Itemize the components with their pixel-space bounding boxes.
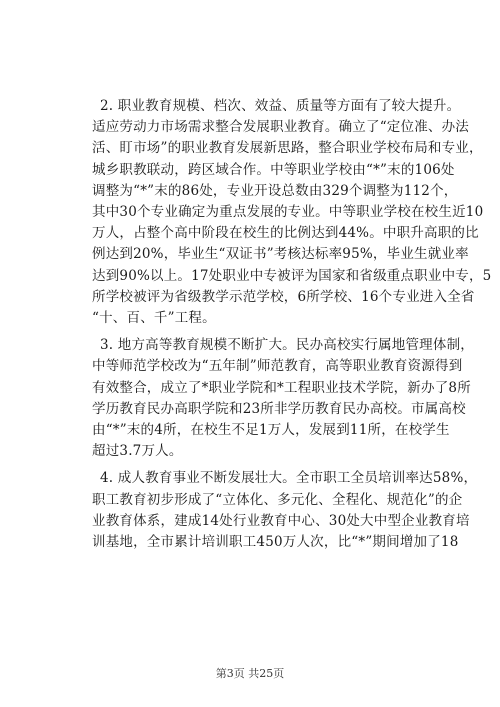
text-line: 学历教育民办高职学院和23所非学历教育民办高校。市属高校: [92, 400, 466, 417]
text-line: 训基地，全市累计培训职工450万人次，比“*”期间增加了18: [92, 534, 459, 551]
text-line: 活、盯市场”的职业教育发展新思路，整合职业学校布局和专业，: [92, 140, 483, 157]
text-line: 城乡职教联动，跨区域合作。中等职业学校由“*”末的106处: [92, 161, 455, 178]
text-line: 万人，占整个高中阶段在校生的比例达到44%。中职升高职的比: [92, 225, 479, 242]
paragraph-higher-education: [92, 335, 474, 462]
text-line: 其中30个专业确定为重点发展的专业。中等职业学校在校生近10: [92, 204, 484, 221]
text-line: 中等师范学校改为“五年制”师范教育，高等职业教育资源得到: [92, 358, 463, 375]
text-line: 职工教育初步形成了“立体化、多元化、全程化、规范化”的企: [92, 491, 463, 508]
paragraph-vocational-education: [92, 96, 492, 329]
text-line: “十、百、千”工程。: [92, 310, 216, 327]
paragraph-adult-education: [92, 468, 478, 553]
document-body: [92, 96, 492, 559]
text-line: 调整为“*”末的86处，专业开设总数由329个调整为112个，: [92, 182, 458, 199]
text-line: 适应劳动力市场需求整合发展职业教育。确立了“定位准、办法: [92, 119, 470, 136]
text-line: 例达到20%，毕业生“双证书”考核达标率95%，毕业生就业率: [92, 246, 469, 263]
text-line: 3. 地方高等教育规模不断扩大。民办高校实行属地管理体制，: [100, 337, 474, 354]
page-number-footer: 第3页 共25页: [215, 667, 285, 680]
text-line: 达到90%以上。17处职业中专被评为国家和省级重点职业中专，5: [92, 267, 492, 284]
text-line: 由“*”末的4所，在校生不足1万人，发展到11所，在校学生: [92, 422, 450, 439]
text-line: 4. 成人教育事业不断发展壮大。全市职工全员培训率达58%，: [100, 470, 478, 487]
text-line: 所学校被评为省级教学示范学校，6所学校、16个专业进入全省: [92, 288, 475, 305]
text-line: 有效整合，成立了*职业学院和*工程职业技术学院，新办了8所: [92, 379, 471, 396]
text-line: 业教育体系，建成14处行业教育中心、30处大中型企业教育培: [92, 512, 470, 529]
text-line: 超过3.7万人。: [92, 443, 183, 460]
text-line: 2. 职业教育规模、档次、效益、质量等方面有了较大提升。: [100, 98, 461, 114]
